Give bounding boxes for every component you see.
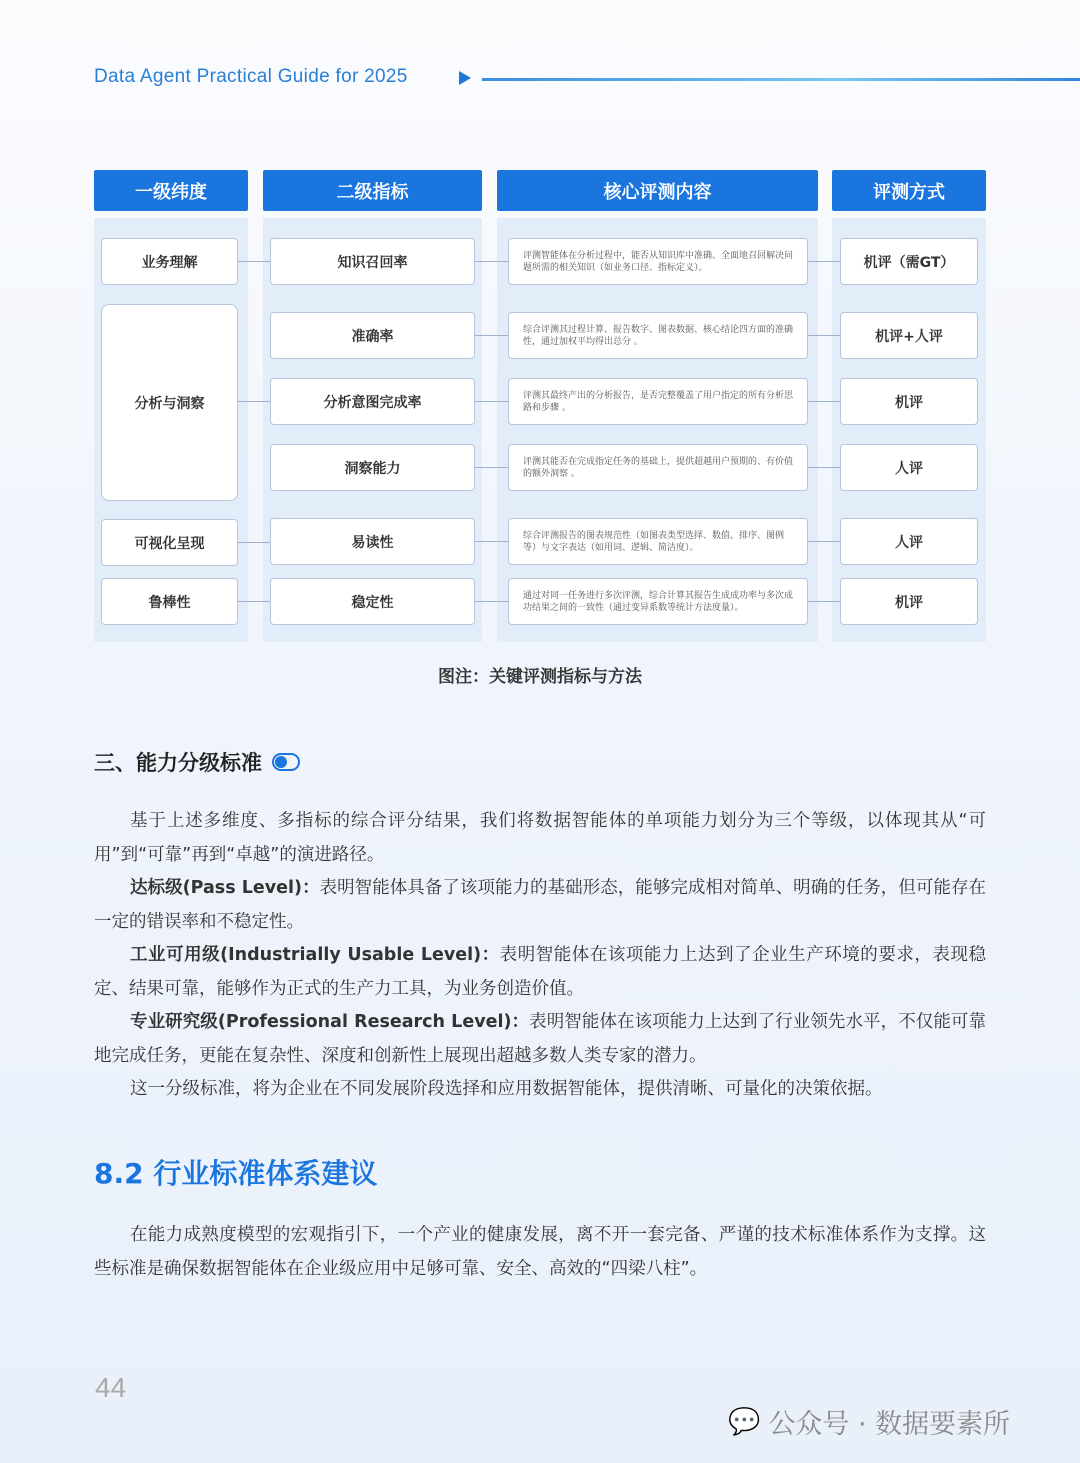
level-label: 达标级(Pass Level)： xyxy=(130,878,320,898)
method-cell: 机评+人评 xyxy=(840,312,978,359)
level-label: 工业可用级(Industrially Usable Level)： xyxy=(130,945,500,965)
header-method: 评测方式 xyxy=(832,170,986,211)
table-caption: 图注：关键评测指标与方法 xyxy=(438,667,642,687)
dimension-cell: 业务理解 xyxy=(101,238,238,285)
method-cell: 人评 xyxy=(840,444,978,491)
metric-cell: 稳定性 xyxy=(270,578,475,625)
connector-line xyxy=(238,601,271,602)
body-paragraph xyxy=(94,1006,986,1073)
connector-line xyxy=(808,401,841,402)
connector-line xyxy=(475,601,508,602)
metric-cell: 洞察能力 xyxy=(270,444,475,491)
body-paragraph xyxy=(94,939,986,1006)
connector-line xyxy=(808,467,841,468)
wechat-icon: 💬 xyxy=(728,1406,761,1437)
toggle-icon xyxy=(272,753,300,771)
connector-line xyxy=(808,261,841,262)
body-paragraph: 在能力成熟度模型的宏观指引下，一个产业的健康发展，离不开一套完备、严谨的技术标准体系作为支撑。这些标准是确保数据智能体在企业级应用中足够可靠、安全、高效的“四梁八柱”。 xyxy=(94,1225,986,1279)
level-label: 专业研究级(Professional Research Level)： xyxy=(130,1012,530,1032)
content-cell: 综合评测报告的图表规范性（如图表类型选择、数值、排序、图例等）与文字表达（如用词、逻辑、简洁度）。 xyxy=(508,518,808,565)
paragraph-text: 表明智能体具备了该项能力的基础形态，能够完成相对简单、明确的任务，但可能存在一定的错误率和不稳定性。 xyxy=(94,878,986,932)
body-paragraph xyxy=(94,872,986,939)
paragraph-text: 表明智能体在该项能力上达到了企业生产环境的要求，表现稳定、结果可靠，能够作为正式的生产力工具，为业务创造价值。 xyxy=(94,945,986,999)
header-divider xyxy=(482,78,1080,81)
dimension-cell: 鲁棒性 xyxy=(101,578,238,625)
play-arrow-icon xyxy=(459,71,471,85)
connector-line xyxy=(475,261,508,262)
header-dimension: 一级纬度 xyxy=(94,170,248,211)
connector-line xyxy=(475,335,508,336)
metric-cell: 知识召回率 xyxy=(270,238,475,285)
metric-cell: 准确率 xyxy=(270,312,475,359)
content-cell: 通过对同一任务进行多次评测，综合计算其报告生成成功率与多次成功结果之间的一致性（通过变异系数等统计方法度量）。 xyxy=(508,578,808,625)
connector-line xyxy=(238,261,271,262)
header-metric: 二级指标 xyxy=(263,170,482,211)
body-paragraph xyxy=(94,1073,986,1107)
method-cell: 机评（需GT） xyxy=(840,238,978,285)
page-number: 44 xyxy=(95,1372,127,1403)
method-cell: 机评 xyxy=(840,578,978,625)
content-cell: 综合评测其过程计算、报告数字、图表数据、核心结论四方面的准确性，通过加权平均得出总分 。 xyxy=(508,312,808,359)
connector-line xyxy=(475,401,508,402)
section-title: 三、能力分级标准 xyxy=(94,751,262,775)
connector-line xyxy=(808,335,841,336)
connector-line xyxy=(475,541,508,542)
body-paragraph xyxy=(94,805,986,872)
watermark xyxy=(728,1402,1010,1441)
paragraph-text: 表明智能体在该项能力上达到了行业领先水平，不仅能可靠地完成任务，更能在复杂性、深度和创新性上展现出超越多数人类专家的潜力。 xyxy=(94,1012,986,1066)
method-cell: 机评 xyxy=(840,378,978,425)
section-heading xyxy=(94,747,300,777)
paragraph-text: 这一分级标准，将为企业在不同发展阶段选择和应用数据智能体，提供清晰、可量化的决策依据。 xyxy=(130,1079,883,1099)
connector-line xyxy=(238,542,271,543)
connector-line xyxy=(238,401,271,402)
connector-line xyxy=(475,467,508,468)
metric-cell: 易读性 xyxy=(270,518,475,565)
chapter-heading: 8.2 行业标准体系建议 xyxy=(94,1157,378,1190)
metric-cell: 分析意图完成率 xyxy=(270,378,475,425)
watermark-text: 公众号 · 数据要素所 xyxy=(768,1409,1011,1440)
connector-line xyxy=(808,541,841,542)
content-cell: 评测其最终产出的分析报告，是否完整覆盖了用户指定的所有分析思路和步骤 。 xyxy=(508,378,808,425)
dimension-cell: 分析与洞察 xyxy=(101,304,238,501)
header-content: 核心评测内容 xyxy=(497,170,818,211)
header-title: Data Agent Practical Guide for 2025 xyxy=(94,66,408,87)
dimension-cell: 可视化呈现 xyxy=(101,519,238,566)
connector-line xyxy=(808,601,841,602)
content-cell: 评测其能否在完成指定任务的基础上，提供超越用户预期的、有价值的额外洞察 。 xyxy=(508,444,808,491)
method-cell: 人评 xyxy=(840,518,978,565)
paragraph-text: 基于上述多维度、多指标的综合评分结果，我们将数据智能体的单项能力划分为三个等级，以体现其从“可用”到“可靠”再到“卓越”的演进路径。 xyxy=(94,811,986,865)
content-cell: 评测智能体在分析过程中，能否从知识库中准确、全面地召回解决问题所需的相关知识（如业务口径、指标定义）。 xyxy=(508,238,808,285)
